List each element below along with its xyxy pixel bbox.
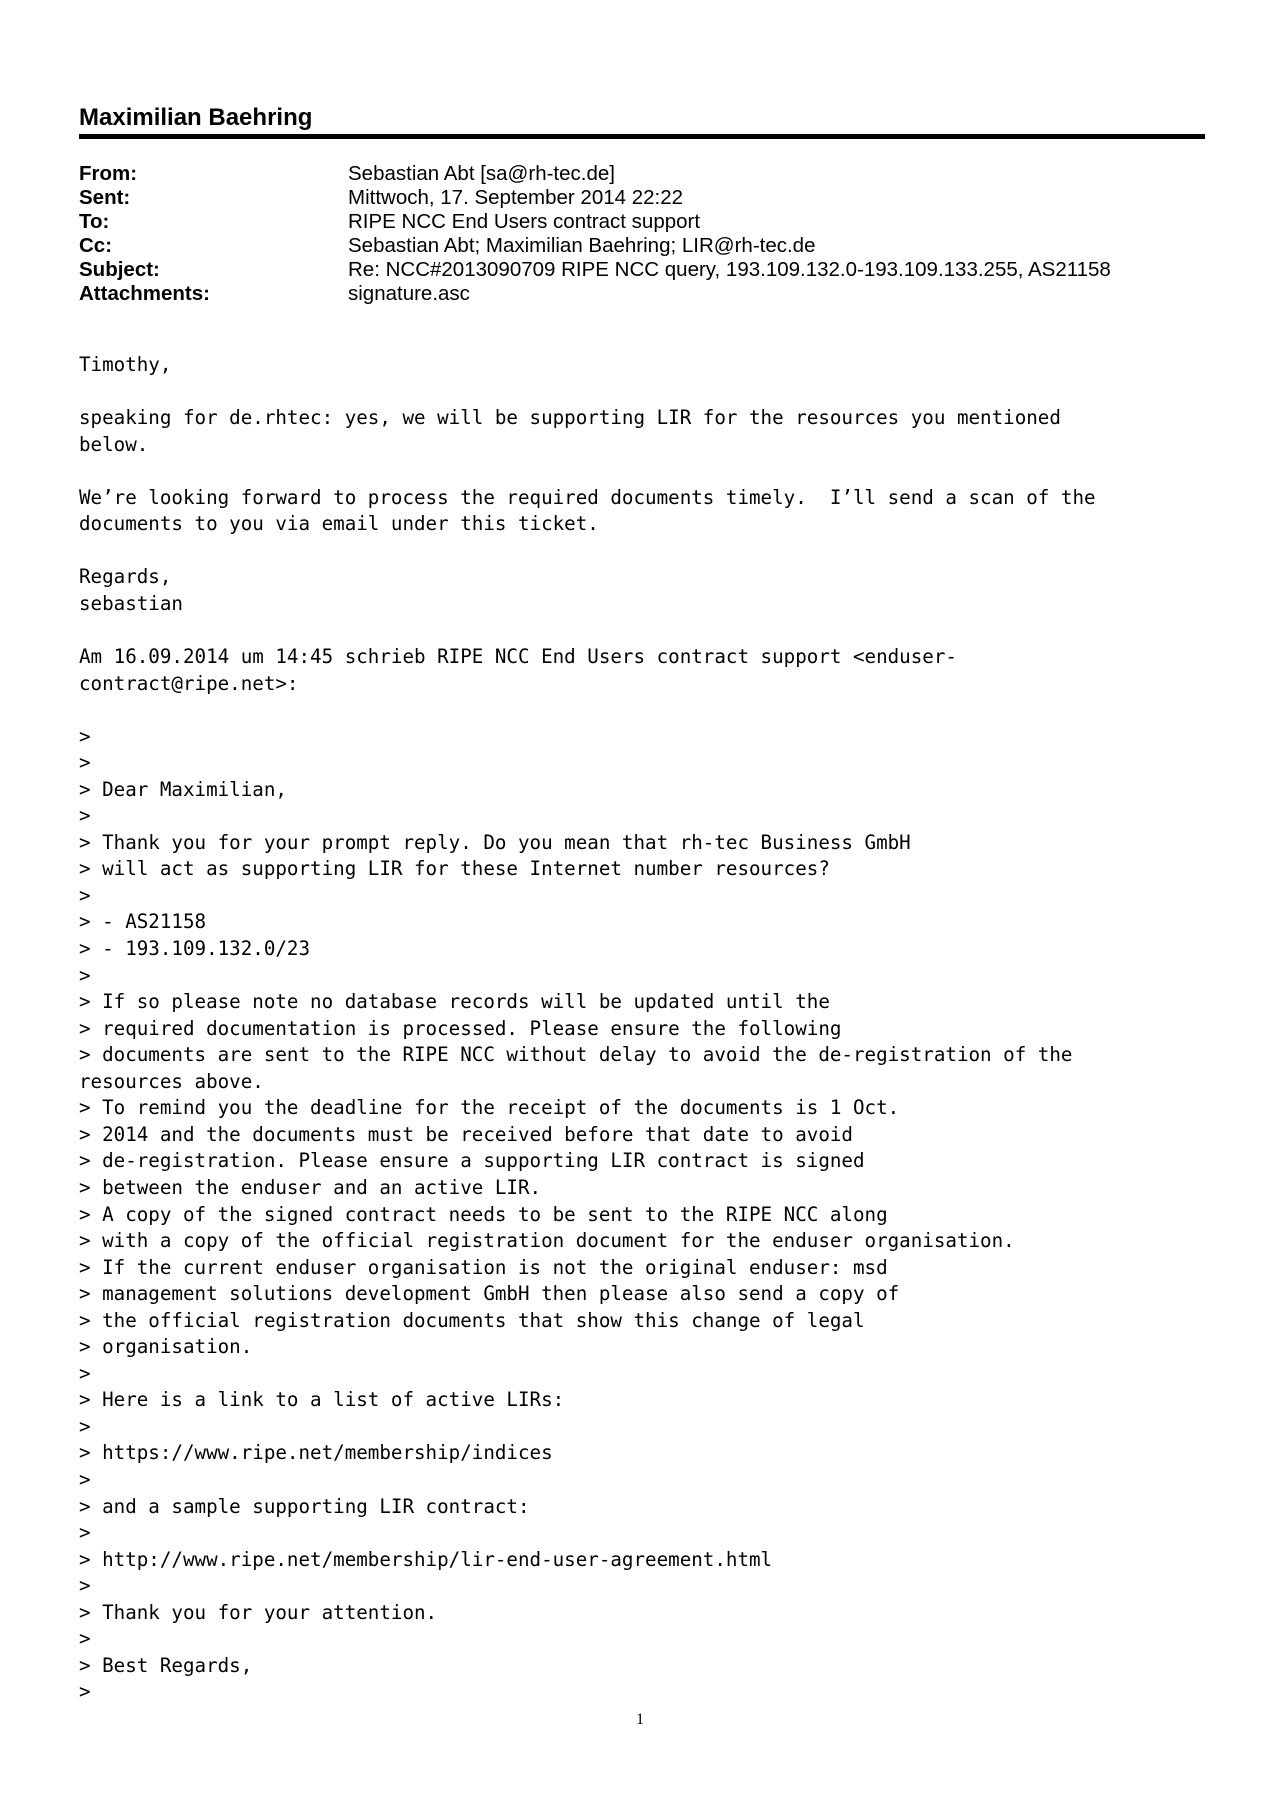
body-line: > — [79, 1680, 91, 1704]
body-line: > will act as supporting LIR for these Internet number resources? — [79, 857, 830, 881]
header-value: Mittwoch, 17. September 2014 22:22 — [348, 186, 684, 209]
body-line: > - AS21158 — [79, 910, 207, 934]
body-line: Am 16.09.2014 um 14:45 schrieb RIPE NCC End Users contract support <enduser- — [79, 645, 957, 669]
body-line: > Here is a link to a list of active LIRs: — [79, 1388, 565, 1412]
body-line: > documents are sent to the RIPE NCC without delay to avoid the de-registration of the — [79, 1043, 1073, 1067]
body-line: > Thank you for your attention. — [79, 1600, 438, 1624]
body-line: > between the enduser and an active LIR. — [79, 1175, 542, 1199]
page-number: 1 — [636, 1711, 644, 1728]
header-value: Sebastian Abt; Maximilian Baehring; LIR@rh-tec.de — [348, 234, 816, 257]
body-line: > - 193.109.132.0/23 — [79, 937, 311, 961]
body-line: > — [79, 883, 91, 907]
header-label: Attachments: — [79, 282, 210, 305]
body-line: > de-registration. Please ensure a supporting LIR contract is signed — [79, 1149, 865, 1173]
body-line: > https://www.ripe.net/membership/indices — [79, 1441, 553, 1465]
header-from — [79, 162, 1209, 186]
email-headers — [79, 162, 1209, 306]
body-line: Regards, — [79, 565, 172, 589]
mailbox-owner-name: Maximilian Baehring — [79, 104, 313, 131]
header-value: Sebastian Abt [sa@rh-tec.de] — [348, 162, 615, 185]
body-line: > Dear Maximilian, — [79, 777, 287, 801]
body-line — [79, 697, 1209, 724]
header-divider — [79, 134, 1205, 139]
header-cc — [79, 234, 1209, 258]
header-attachments — [79, 282, 1209, 306]
body-line: > — [79, 751, 91, 775]
body-line: > To remind you the deadline for the receipt of the documents is 1 Oct. — [79, 1096, 900, 1120]
body-line: > management solutions development GmbH then please also send a copy of — [79, 1282, 900, 1306]
body-line: > A copy of the signed contract needs to be sent to the RIPE NCC along — [79, 1202, 888, 1226]
body-line: > If the current enduser organisation is not the original enduser: msd — [79, 1255, 888, 1279]
body-line: resources above. — [79, 1069, 264, 1093]
body-line: > the official registration documents that show this change of legal — [79, 1308, 865, 1332]
body-line: > required documentation is processed. Please ensure the following — [79, 1016, 842, 1040]
header-label: Subject: — [79, 258, 160, 281]
body-line: > http://www.ripe.net/membership/lir-end-user-agreement.html — [79, 1547, 773, 1571]
body-line: > — [79, 1361, 91, 1385]
header-label: From: — [79, 162, 138, 185]
body-line: documents to you via email under this ticket. — [79, 512, 599, 536]
header-label: To: — [79, 210, 110, 233]
body-line: > with a copy of the official registration document for the enduser organisation. — [79, 1229, 1015, 1253]
body-line: > — [79, 724, 91, 748]
body-line: > — [79, 1467, 91, 1491]
body-line: > organisation. — [79, 1335, 253, 1359]
header-value: Re: NCC#2013090709 RIPE NCC query, 193.109.132.0-193.109.133.255, AS21158 — [348, 258, 1111, 281]
header-to — [79, 210, 1209, 234]
body-line: > and a sample supporting LIR contract: — [79, 1494, 530, 1518]
header-label: Cc: — [79, 234, 113, 257]
body-line: below. — [79, 432, 149, 456]
body-line: > — [79, 1574, 91, 1598]
body-line: > 2014 and the documents must be received before that date to avoid — [79, 1122, 853, 1146]
email-body — [79, 352, 1209, 1706]
header-subject — [79, 258, 1209, 282]
body-line: > — [79, 1521, 91, 1545]
body-line: > — [79, 1627, 91, 1651]
body-line: > Best Regards, — [79, 1653, 253, 1677]
body-line — [79, 458, 1209, 485]
header-value: signature.asc — [348, 282, 470, 305]
body-line: speaking for de.rhtec: yes, we will be supporting LIR for the resources you mentioned — [79, 406, 1061, 430]
body-line — [79, 617, 1209, 644]
body-line: > — [79, 804, 91, 828]
body-line: > If so please note no database records will be updated until the — [79, 990, 830, 1014]
body-line: > — [79, 1414, 91, 1438]
header-sent — [79, 186, 1209, 210]
body-line: > — [79, 963, 91, 987]
header-value: RIPE NCC End Users contract support — [348, 210, 701, 233]
body-line: contract@ripe.net>: — [79, 671, 299, 695]
body-line: Timothy, — [79, 353, 172, 376]
body-line: sebastian — [79, 591, 183, 615]
body-line: > Thank you for your prompt reply. Do you mean that rh-tec Business GmbH — [79, 830, 911, 854]
body-line — [79, 538, 1209, 565]
header-label: Sent: — [79, 186, 131, 209]
body-line: We’re looking forward to process the required documents timely. I’ll send a scan of the — [79, 485, 1096, 509]
body-line — [79, 379, 1209, 406]
